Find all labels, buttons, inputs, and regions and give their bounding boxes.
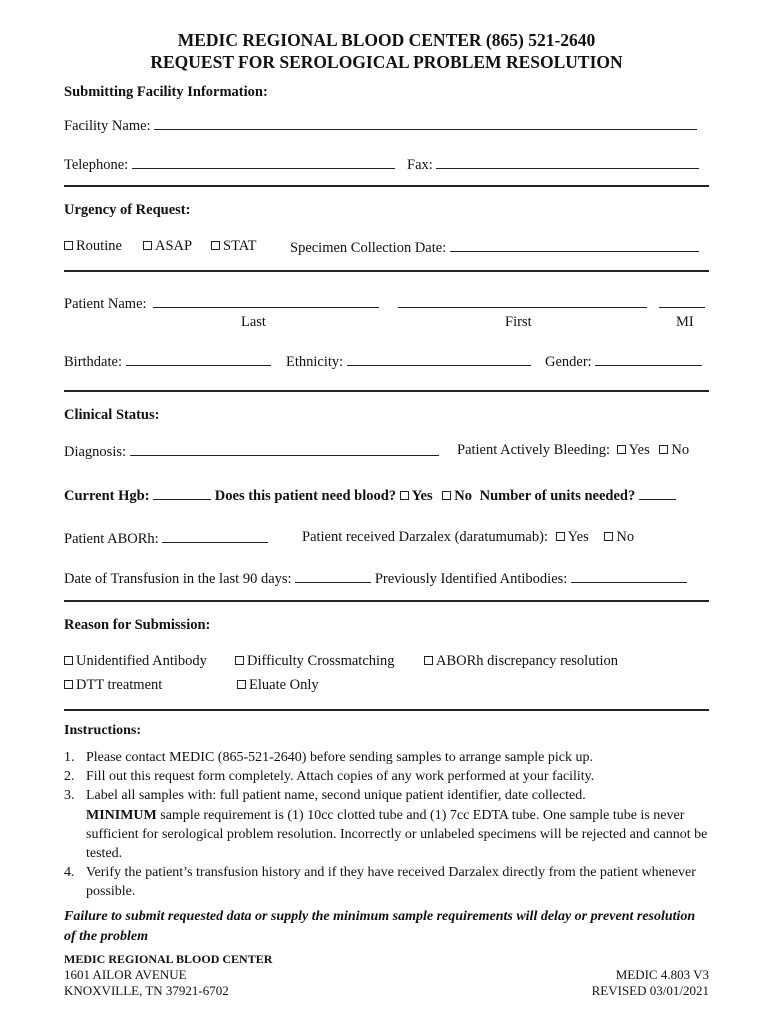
facility-name-field[interactable] [154, 116, 697, 130]
footer-form-id: MEDIC 4.803 V3 [615, 967, 709, 982]
form-title-line2: REQUEST FOR SEROLOGICAL PROBLEM RESOLUTION [150, 52, 623, 72]
hgb-label: Current Hgb: [64, 488, 150, 504]
checkbox-icon[interactable] [235, 656, 244, 665]
instruction-item [64, 863, 709, 901]
urgency-option-asap[interactable] [143, 238, 192, 255]
instruction-number: 1. [64, 750, 75, 765]
instructions-list [64, 748, 709, 902]
birthdate-field[interactable] [126, 352, 271, 366]
diagnosis-label: Diagnosis: [64, 444, 127, 460]
reason-option-difficulty-crossmatching[interactable] [235, 653, 395, 670]
instruction-number: 4. [64, 865, 75, 881]
transfusion-row [64, 569, 687, 588]
form-title-line1: MEDIC REGIONAL BLOOD CENTER (865) 521-2640 [177, 30, 596, 50]
darzalex-no-label: No [616, 529, 635, 545]
collection-date-row [290, 238, 699, 257]
telephone-label: Telephone: [64, 157, 129, 173]
transfusion-date-field[interactable] [295, 569, 371, 583]
reason-section-heading: Reason for Submission: [64, 617, 211, 633]
reason-option-label: DTT treatment [76, 677, 163, 693]
mi-caption: MI [676, 314, 694, 330]
darzalex-yes-label: Yes [567, 529, 589, 545]
reason-option-dtt-treatment[interactable] [64, 677, 162, 694]
collection-date-label: Specimen Collection Date: [290, 240, 447, 256]
reason-option-label: Unidentified Antibody [76, 653, 207, 669]
instruction-item [64, 767, 709, 786]
patient-name-row [64, 294, 379, 313]
checkbox-icon[interactable] [64, 241, 73, 250]
darzalex-row [302, 529, 634, 546]
checkbox-icon[interactable] [556, 532, 565, 541]
footer-revised-date: REVISED 03/01/2021 [591, 983, 709, 998]
section-divider [64, 390, 709, 392]
checkbox-icon[interactable] [64, 680, 73, 689]
instruction-number: 3. [64, 788, 75, 804]
instruction-text [64, 806, 709, 864]
section-divider [64, 185, 709, 187]
gender-row [545, 352, 702, 371]
hgb-row [64, 486, 676, 505]
patient-first-name-field[interactable] [398, 294, 647, 308]
instruction-text: Label all samples with: full patient name, second unique patient identifier, date collected. [86, 788, 586, 804]
urgency-option-routine[interactable] [64, 238, 122, 255]
instruction-item [64, 748, 709, 767]
antibodies-field[interactable] [571, 569, 687, 583]
need-blood-label: Does this patient need blood? [214, 488, 397, 504]
patient-name-label: Patient Name: [64, 296, 147, 312]
clinical-section-heading: Clinical Status: [64, 407, 160, 423]
bleeding-yes-label: Yes [628, 442, 650, 458]
urgency-option-label: Routine [76, 238, 122, 254]
instruction-item [64, 786, 709, 805]
urgency-option-label: STAT [223, 238, 257, 254]
checkbox-icon[interactable] [604, 532, 613, 541]
ethnicity-field[interactable] [347, 352, 531, 366]
footer-address-line2: KNOXVILLE, TN 37921-6702 [64, 983, 229, 998]
section-divider [64, 709, 709, 711]
units-needed-field[interactable] [639, 486, 676, 500]
aborh-field[interactable] [162, 529, 268, 543]
reason-option-aborh-discrepancy[interactable] [424, 653, 618, 670]
instruction-text: Please contact MEDIC (865-521-2640) before sending samples to arrange sample pick up. [86, 750, 593, 765]
instruction-text-body: sample requirement is (1) 10cc clotted tube and (1) 7cc EDTA tube. One sample tube is never sufficient for serological problem resolution. Incorrectly or unlabeled specimens will be rejected and cannot be tested. [86, 807, 708, 862]
checkbox-icon[interactable] [237, 680, 246, 689]
units-needed-label: Number of units needed? [479, 488, 636, 504]
instruction-number: 2. [64, 769, 75, 785]
checkbox-icon[interactable] [424, 656, 433, 665]
instructions-heading: Instructions: [64, 723, 142, 738]
reason-option-label: Eluate Only [249, 677, 319, 693]
instruction-item [64, 806, 709, 864]
patient-mi-field[interactable] [659, 294, 705, 308]
reason-option-label: ABORh discrepancy resolution [436, 653, 619, 669]
telephone-field[interactable] [132, 155, 395, 169]
checkbox-icon[interactable] [442, 491, 451, 500]
fax-row [407, 155, 699, 174]
gender-label: Gender: [545, 354, 592, 370]
last-caption: Last [241, 314, 266, 330]
facility-name-row [64, 116, 697, 135]
fax-label: Fax: [407, 157, 433, 173]
need-blood-yes-label: Yes [411, 488, 433, 504]
instruction-text: Verify the patient’s transfusion history and if they have received Darzalex directly from the patient whenever possible. [86, 865, 696, 900]
checkbox-icon[interactable] [659, 445, 668, 454]
form-page [64, 0, 709, 1024]
bleeding-row [457, 442, 689, 459]
checkbox-icon[interactable] [211, 241, 220, 250]
diagnosis-field[interactable] [130, 442, 439, 456]
footer-address-line1: 1601 AILOR AVENUE [64, 967, 187, 982]
bleeding-no-label: No [671, 442, 690, 458]
minimum-emphasis: MINIMUM [86, 807, 157, 823]
reason-option-eluate-only[interactable] [237, 677, 319, 694]
urgency-option-label: ASAP [155, 238, 193, 254]
checkbox-icon[interactable] [617, 445, 626, 454]
urgency-option-stat[interactable] [211, 238, 256, 255]
reason-option-label: Difficulty Crossmatching [247, 653, 395, 669]
aborh-label: Patient ABORh: [64, 531, 159, 547]
submission-warning: Failure to submit requested data or supply the minimum sample requirements will delay or prevent resolution of the problem [64, 909, 696, 944]
gender-field[interactable] [595, 352, 702, 366]
birthdate-label: Birthdate: [64, 354, 122, 370]
checkbox-icon[interactable] [143, 241, 152, 250]
footer-org-name: MEDIC REGIONAL BLOOD CENTER [64, 952, 273, 966]
reason-option-unidentified-antibody[interactable] [64, 653, 207, 670]
ethnicity-row [286, 352, 531, 371]
facility-section-heading: Submitting Facility Information: [64, 84, 268, 100]
ethnicity-label: Ethnicity: [286, 354, 344, 370]
first-caption: First [505, 314, 532, 330]
bleeding-label: Patient Actively Bleeding: [457, 442, 611, 458]
facility-name-label: Facility Name: [64, 118, 151, 134]
fax-field[interactable] [436, 155, 699, 169]
darzalex-label: Patient received Darzalex (daratumumab): [302, 529, 548, 545]
checkbox-icon[interactable] [64, 656, 73, 665]
telephone-row [64, 155, 395, 174]
antibodies-label: Previously Identified Antibodies: [374, 571, 568, 587]
transfusion-label: Date of Transfusion in the last 90 days: [64, 571, 292, 587]
need-blood-no-label: No [454, 488, 472, 504]
hgb-field[interactable] [153, 486, 211, 500]
aborh-row [64, 529, 268, 548]
section-divider [64, 600, 709, 602]
section-divider [64, 270, 709, 272]
birthdate-row [64, 352, 271, 371]
collection-date-field[interactable] [450, 238, 699, 252]
patient-last-name-field[interactable] [153, 294, 379, 308]
checkbox-icon[interactable] [400, 491, 409, 500]
urgency-section-heading: Urgency of Request: [64, 202, 191, 218]
instruction-text: Fill out this request form completely. Attach copies of any work performed at your facility. [86, 769, 595, 785]
diagnosis-row [64, 442, 439, 461]
